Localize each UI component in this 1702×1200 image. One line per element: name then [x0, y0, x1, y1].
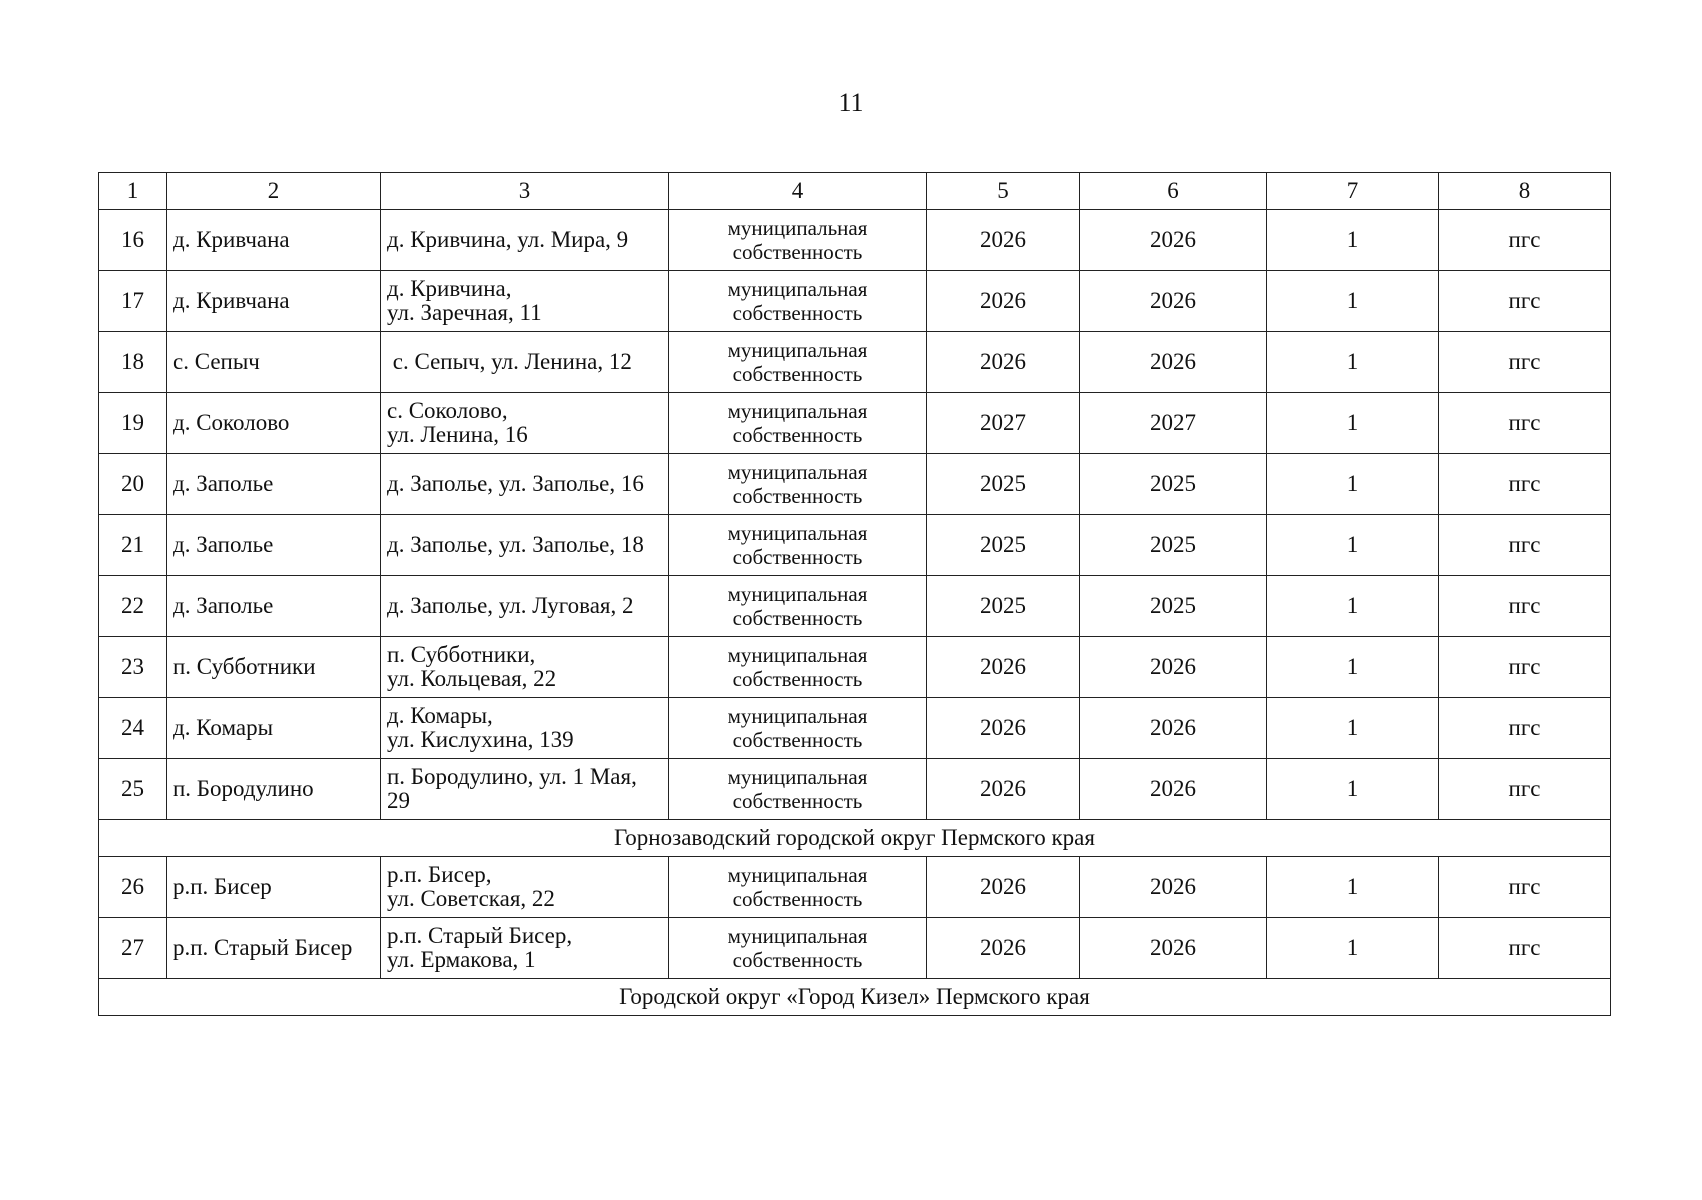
- address-cell: [381, 393, 669, 454]
- settlement-cell: р.п. Бисер: [167, 857, 381, 918]
- table-row: [99, 515, 1611, 576]
- ownership-cell: [669, 271, 927, 332]
- col5-cell: 2026: [927, 332, 1080, 393]
- col6-cell: 2026: [1080, 918, 1267, 979]
- section-title: Горнозаводский городской округ Пермского края: [99, 820, 1611, 857]
- settlement-cell: д. Соколово: [167, 393, 381, 454]
- address-cell-line-2: ул. Заречная, 11: [387, 300, 542, 325]
- address-cell-line-1: с. Соколово,: [387, 398, 508, 423]
- settlement-cell: п. Субботники: [167, 637, 381, 698]
- address-cell-line-2: ул. Ленина, 16: [387, 422, 528, 447]
- ownership-cell-line-2: собственность: [732, 545, 863, 569]
- settlement-cell: с. Сепыч: [167, 332, 381, 393]
- col8-cell: пгс: [1439, 454, 1611, 515]
- col5-cell: 2025: [927, 515, 1080, 576]
- address-cell-line-2: ул. Ермакова, 1: [387, 947, 536, 972]
- ownership-cell: [669, 210, 927, 271]
- settlement-cell: д. Заполье: [167, 515, 381, 576]
- ownership-cell-line-2: собственность: [732, 606, 863, 630]
- col8-cell: пгс: [1439, 271, 1611, 332]
- row-number: 20: [99, 454, 167, 515]
- ownership-cell-line-2: собственность: [732, 667, 863, 691]
- address-cell-line-1: д. Кривчина, ул. Мира, 9: [387, 227, 629, 252]
- col8-cell: пгс: [1439, 576, 1611, 637]
- settlement-cell: р.п. Старый Бисер: [167, 918, 381, 979]
- page-number: 11: [838, 88, 864, 117]
- ownership-cell: [669, 454, 927, 515]
- table-row: [99, 210, 1611, 271]
- col7-cell: 1: [1267, 393, 1439, 454]
- header-cell: 1: [99, 173, 167, 210]
- address-cell-line-1: с. Сепыч, ул. Ленина, 12: [387, 349, 632, 374]
- col5-cell: 2027: [927, 393, 1080, 454]
- col6-cell: 2026: [1080, 857, 1267, 918]
- ownership-cell-line-2: собственность: [732, 484, 863, 508]
- address-cell-line-1: р.п. Старый Бисер,: [387, 923, 573, 948]
- address-cell: [381, 576, 669, 637]
- ownership-cell-line-2: собственность: [732, 728, 863, 752]
- address-cell: [381, 637, 669, 698]
- ownership-cell-line-1: муниципальная: [727, 704, 868, 728]
- address-cell-line-1: д. Кривчина,: [387, 276, 512, 301]
- col6-cell: 2025: [1080, 515, 1267, 576]
- table-row: [99, 637, 1611, 698]
- ownership-cell-line-1: муниципальная: [727, 582, 868, 606]
- col8-cell: пгс: [1439, 332, 1611, 393]
- address-cell-line-1: р.п. Бисер,: [387, 862, 492, 887]
- col7-cell: 1: [1267, 857, 1439, 918]
- ownership-cell: [669, 698, 927, 759]
- col5-cell: 2025: [927, 454, 1080, 515]
- ownership-cell-line-1: муниципальная: [727, 338, 868, 362]
- col6-cell: 2025: [1080, 454, 1267, 515]
- ownership-cell: [669, 857, 927, 918]
- table-row: [99, 576, 1611, 637]
- address-cell: [381, 759, 669, 820]
- col8-cell: пгс: [1439, 698, 1611, 759]
- header-cell: 5: [927, 173, 1080, 210]
- col5-cell: 2026: [927, 210, 1080, 271]
- row-number: 22: [99, 576, 167, 637]
- row-number: 27: [99, 918, 167, 979]
- col6-cell: 2026: [1080, 698, 1267, 759]
- header-cell: 2: [167, 173, 381, 210]
- row-number: 19: [99, 393, 167, 454]
- settlement-cell: д. Заполье: [167, 576, 381, 637]
- table-row: [99, 454, 1611, 515]
- address-cell: [381, 332, 669, 393]
- address-cell-line-1: п. Бородулино, ул. 1 Мая,: [387, 764, 637, 789]
- header-cell: 3: [381, 173, 669, 210]
- table-row: [99, 332, 1611, 393]
- section-title: Городской округ «Город Кизел» Пермского края: [99, 979, 1611, 1016]
- row-number: 25: [99, 759, 167, 820]
- header-cell: 7: [1267, 173, 1439, 210]
- ownership-cell-line-1: муниципальная: [727, 924, 868, 948]
- ownership-cell-line-2: собственность: [732, 887, 863, 911]
- col8-cell: пгс: [1439, 637, 1611, 698]
- table-row: [99, 918, 1611, 979]
- ownership-cell-line-1: муниципальная: [727, 643, 868, 667]
- data-table: [98, 172, 1611, 1016]
- ownership-cell: [669, 576, 927, 637]
- header-cell: 6: [1080, 173, 1267, 210]
- col5-cell: 2026: [927, 637, 1080, 698]
- col6-cell: 2025: [1080, 576, 1267, 637]
- col5-cell: 2025: [927, 576, 1080, 637]
- address-cell: [381, 271, 669, 332]
- address-cell: [381, 515, 669, 576]
- header-cell: 8: [1439, 173, 1611, 210]
- address-cell-line-2: 29: [387, 788, 410, 813]
- ownership-cell-line-1: муниципальная: [727, 216, 868, 240]
- col6-cell: 2026: [1080, 271, 1267, 332]
- address-cell-line-2: ул. Советская, 22: [387, 886, 555, 911]
- col5-cell: 2026: [927, 759, 1080, 820]
- col8-cell: пгс: [1439, 515, 1611, 576]
- ownership-cell-line-2: собственность: [732, 362, 863, 386]
- table-row: [99, 759, 1611, 820]
- ownership-cell: [669, 332, 927, 393]
- settlement-cell: д. Кривчана: [167, 210, 381, 271]
- col7-cell: 1: [1267, 271, 1439, 332]
- col8-cell: пгс: [1439, 759, 1611, 820]
- col5-cell: 2026: [927, 857, 1080, 918]
- ownership-cell-line-1: муниципальная: [727, 277, 868, 301]
- ownership-cell-line-2: собственность: [732, 789, 863, 813]
- address-cell: [381, 454, 669, 515]
- ownership-cell: [669, 637, 927, 698]
- row-number: 26: [99, 857, 167, 918]
- ownership-cell: [669, 515, 927, 576]
- row-number: 23: [99, 637, 167, 698]
- table-row: [99, 393, 1611, 454]
- col7-cell: 1: [1267, 759, 1439, 820]
- table-row: [99, 698, 1611, 759]
- settlement-cell: д. Кривчана: [167, 271, 381, 332]
- address-cell-line-1: д. Комары,: [387, 703, 493, 728]
- table-row: [99, 857, 1611, 918]
- col7-cell: 1: [1267, 515, 1439, 576]
- col8-cell: пгс: [1439, 918, 1611, 979]
- row-number: 16: [99, 210, 167, 271]
- settlement-cell: п. Бородулино: [167, 759, 381, 820]
- col7-cell: 1: [1267, 918, 1439, 979]
- row-number: 21: [99, 515, 167, 576]
- address-cell-line-1: д. Заполье, ул. Заполье, 18: [387, 532, 644, 557]
- ownership-cell-line-1: муниципальная: [727, 399, 868, 423]
- col6-cell: 2026: [1080, 637, 1267, 698]
- col6-cell: 2026: [1080, 210, 1267, 271]
- address-cell: [381, 857, 669, 918]
- col5-cell: 2026: [927, 271, 1080, 332]
- col7-cell: 1: [1267, 454, 1439, 515]
- address-cell-line-2: ул. Кольцевая, 22: [387, 666, 557, 691]
- row-number: 18: [99, 332, 167, 393]
- address-cell: [381, 918, 669, 979]
- col7-cell: 1: [1267, 637, 1439, 698]
- ownership-cell-line-1: муниципальная: [727, 863, 868, 887]
- ownership-cell: [669, 918, 927, 979]
- address-cell: [381, 210, 669, 271]
- address-cell-line-1: д. Заполье, ул. Заполье, 16: [387, 471, 644, 496]
- settlement-cell: д. Заполье: [167, 454, 381, 515]
- col5-cell: 2026: [927, 698, 1080, 759]
- ownership-cell-line-2: собственность: [732, 240, 863, 264]
- row-number: 24: [99, 698, 167, 759]
- section-row: [99, 979, 1611, 1016]
- table-body: [99, 173, 1611, 1016]
- ownership-cell: [669, 759, 927, 820]
- col6-cell: 2027: [1080, 393, 1267, 454]
- ownership-cell-line-2: собственность: [732, 948, 863, 972]
- ownership-cell-line-1: муниципальная: [727, 521, 868, 545]
- col5-cell: 2026: [927, 918, 1080, 979]
- row-number: 17: [99, 271, 167, 332]
- col7-cell: 1: [1267, 698, 1439, 759]
- address-cell-line-1: п. Субботники,: [387, 642, 536, 667]
- col7-cell: 1: [1267, 210, 1439, 271]
- ownership-cell-line-1: муниципальная: [727, 765, 868, 789]
- section-row: [99, 820, 1611, 857]
- header-row: [99, 173, 1611, 210]
- col7-cell: 1: [1267, 332, 1439, 393]
- table-row: [99, 271, 1611, 332]
- address-cell: [381, 698, 669, 759]
- settlement-cell: д. Комары: [167, 698, 381, 759]
- address-cell-line-2: ул. Кислухина, 139: [387, 727, 574, 752]
- col6-cell: 2026: [1080, 332, 1267, 393]
- address-cell-line-1: д. Заполье, ул. Луговая, 2: [387, 593, 634, 618]
- ownership-cell: [669, 393, 927, 454]
- col8-cell: пгс: [1439, 393, 1611, 454]
- header-cell: 4: [669, 173, 927, 210]
- col6-cell: 2026: [1080, 759, 1267, 820]
- ownership-cell-line-2: собственность: [732, 301, 863, 325]
- col8-cell: пгс: [1439, 210, 1611, 271]
- col8-cell: пгс: [1439, 857, 1611, 918]
- col7-cell: 1: [1267, 576, 1439, 637]
- ownership-cell-line-2: собственность: [732, 423, 863, 447]
- ownership-cell-line-1: муниципальная: [727, 460, 868, 484]
